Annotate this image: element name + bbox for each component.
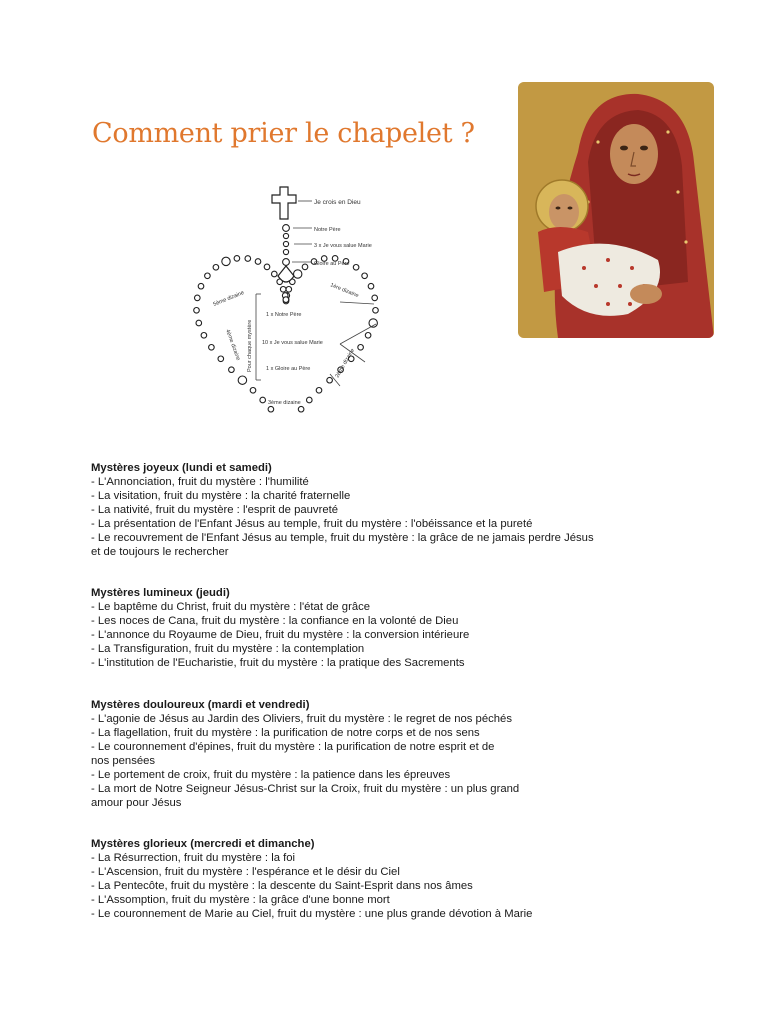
- section-lumineux: [91, 586, 691, 670]
- rosary-bead: [283, 249, 288, 254]
- list-item: - La présentation de l'Enfant Jésus au temple, fruit du mystère : l'obéissance et la pureté: [91, 518, 533, 530]
- rosary-bead: [373, 308, 379, 314]
- list-item: - L'Ascension, fruit du mystère : l'espérance et le désir du Ciel: [91, 866, 400, 878]
- rosary-bead: [283, 225, 290, 232]
- rosary-bead: [353, 265, 359, 271]
- rosary-bead: [238, 376, 246, 384]
- rosary-bead: [286, 287, 292, 293]
- list-item: - Les noces de Cana, fruit du mystère : la confiance en la volonté de Dieu: [91, 615, 459, 627]
- rosary-bead: [268, 406, 274, 412]
- rosary-bead: [280, 287, 286, 293]
- rosary-bead: [205, 273, 211, 279]
- section-heading: Mystères joyeux (lundi et samedi): [91, 462, 272, 474]
- rosary-bead: [195, 295, 201, 301]
- rosary-bead: [222, 257, 230, 265]
- label-dizaine-1: 1ère dizaine: [329, 282, 360, 300]
- rosary-bead: [298, 406, 304, 412]
- rosary-diagram: [190, 182, 400, 414]
- label-dizaine-2: 2ème dizaine: [334, 347, 357, 379]
- rosary-bead: [213, 265, 219, 271]
- section-heading: Mystères douloureux (mardi et vendredi): [91, 699, 310, 711]
- label-dizaine-3: 3ème dizaine: [268, 400, 301, 406]
- section-heading: Mystères glorieux (mercredi et dimanche): [91, 838, 315, 850]
- rosary-bead: [368, 283, 374, 289]
- page-title: Comment prier le chapelet ?: [92, 118, 475, 149]
- section-douloureux: [91, 698, 691, 810]
- list-item: - Le recouvrement de l'Enfant Jésus au temple, fruit du mystère : la grâce de ne jamais perdre Jésus: [91, 532, 594, 544]
- rosary-bead: [358, 345, 364, 351]
- list-item: - Le couronnement d'épines, fruit du mystère : la purification de notre esprit et de: [91, 741, 495, 753]
- label-je-crois: Je crois en Dieu: [314, 199, 361, 206]
- rosary-bead: [362, 273, 368, 279]
- section-glorieux: [91, 837, 691, 921]
- rosary-bead: [196, 320, 202, 326]
- rosary-bead: [307, 397, 313, 403]
- medal-icon: [278, 266, 294, 282]
- section-joyeux: [91, 461, 691, 559]
- list-item: - Le couronnement de Marie au Ciel, fruit du mystère : une plus grande dévotion à Marie: [91, 908, 533, 920]
- list-item: - L'agonie de Jésus au Jardin des Oliviers, fruit du mystère : le regret de nos péchés: [91, 713, 512, 725]
- cross-icon: [272, 187, 296, 219]
- label-dix-je-vous-salue: 10 x Je vous salue Marie: [262, 340, 323, 346]
- list-item: nos pensées: [91, 755, 156, 767]
- list-item: - L'institution de l'Eucharistie, fruit du mystère : la pratique des Sacrements: [91, 657, 465, 669]
- list-item: - La nativité, fruit du mystère : l'esprit de pauvreté: [91, 504, 339, 516]
- list-item: - La Transfiguration, fruit du mystère : la contemplation: [91, 643, 365, 655]
- rosary-bead: [272, 271, 278, 277]
- rosary-bead: [365, 333, 371, 339]
- rosary-beads: [194, 225, 379, 414]
- rosary-bead: [283, 297, 289, 303]
- rosary-bead: [283, 259, 290, 266]
- rosary-bead: [283, 233, 288, 238]
- list-item: - L'Assomption, fruit du mystère : la grâce d'une bonne mort: [91, 894, 390, 906]
- rosary-bead: [234, 256, 240, 262]
- rosary-bead: [294, 270, 302, 278]
- rosary-bead: [255, 259, 261, 265]
- rosary-bead: [245, 256, 251, 262]
- label-notre-pere-top: Notre Père: [314, 227, 341, 233]
- rosary-bead: [229, 367, 235, 373]
- rosary-bead: [316, 388, 322, 394]
- rosary-bead: [327, 377, 333, 383]
- label-un-notre-pere: 1 x Notre Père: [266, 312, 302, 318]
- label-dizaine-4: 4ème dizaine: [224, 328, 241, 362]
- rosary-bead: [198, 283, 204, 289]
- list-item: - La visitation, fruit du mystère : la charité fraternelle: [91, 490, 351, 502]
- list-item: - L'annonce du Royaume de Dieu, fruit du mystère : la conversion intérieure: [91, 629, 470, 641]
- rosary-bead: [264, 264, 270, 270]
- label-trois-je-vous-salue: 3 x Je vous salue Marie: [314, 243, 372, 249]
- list-item: - Le portement de croix, fruit du mystère : la patience dans les épreuves: [91, 769, 451, 781]
- list-item: - La Pentecôte, fruit du mystère : la descente du Saint-Esprit dans nos âmes: [91, 880, 473, 892]
- section-heading: Mystères lumineux (jeudi): [91, 587, 230, 599]
- label-un-gloire: 1 x Gloire au Père: [266, 366, 311, 372]
- label-pour-chaque: Pour chaque mystère: [247, 319, 253, 372]
- list-item: - La Résurrection, fruit du mystère : la foi: [91, 852, 296, 864]
- rosary-bead: [260, 397, 266, 403]
- list-item: - La flagellation, fruit du mystère : la purification de notre corps et de nos sens: [91, 727, 480, 739]
- rosary-bead: [209, 345, 215, 351]
- list-item: et de toujours le rechercher: [91, 546, 229, 558]
- list-item: amour pour Jésus: [91, 797, 182, 809]
- label-dizaine-5: 5ème dizaine: [212, 290, 246, 308]
- list-item: - L'Annonciation, fruit du mystère : l'humilité: [91, 476, 309, 488]
- madonna-icon-image: [518, 82, 714, 338]
- rosary-bead: [250, 388, 256, 394]
- rosary-bead: [194, 308, 200, 314]
- list-item: - Le baptême du Christ, fruit du mystère : l'état de grâce: [91, 601, 371, 613]
- rosary-bead: [372, 295, 378, 301]
- rosary-bead: [201, 333, 207, 339]
- rosary-bead: [218, 356, 224, 362]
- rosary-bead: [302, 264, 308, 270]
- rosary-bead: [283, 241, 288, 246]
- label-gloire-top: Gloire au Père: [314, 261, 350, 267]
- list-item: - La mort de Notre Seigneur Jésus-Christ sur la Croix, fruit du mystère : un plus grand: [91, 783, 520, 795]
